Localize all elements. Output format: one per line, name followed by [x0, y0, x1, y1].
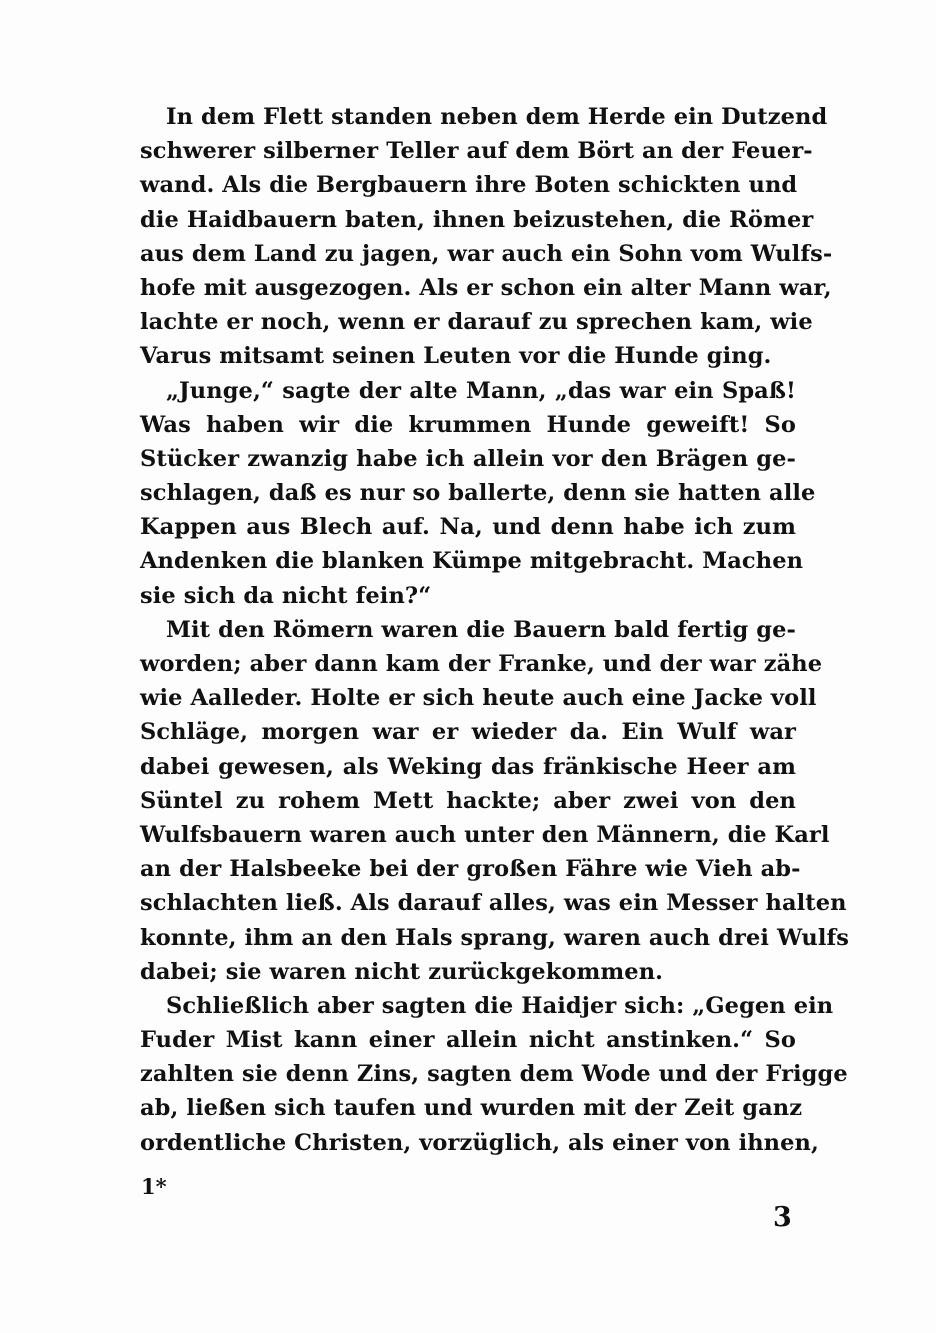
text-line: Schließlich aber sagten die Haidjer sich: „Gegen ein [166, 992, 834, 1019]
text-line: Was haben wir die krummen Hunde geweift! So [140, 411, 796, 438]
text-line: schwerer silberner Teller auf dem Bört an der Feuer- [140, 138, 813, 165]
text-line: worden; aber dann kam der Franke, und der war zähe [140, 651, 823, 677]
text-line: Varus mitsamt seinen Leuten vor die Hunde ging. [140, 343, 772, 370]
body-text [140, 100, 850, 1160]
text-line: Wulfsbauern waren auch unter den Männern, die Karl [140, 821, 830, 848]
text-line: schlagen, daß es nur so ballerte, denn sie hatten alle [140, 480, 816, 507]
text-line: Stücker zwanzig habe ich allein vor den Brägen ge- [140, 445, 796, 472]
text-line: Schläge, morgen war er wieder da. Ein Wulf war [140, 719, 796, 746]
text-line: Kappen aus Blech auf. Na, und denn habe ich zum [140, 514, 796, 541]
text-line: dabei; sie waren nicht zurückgekommen. [140, 958, 664, 985]
text-line: dabei gewesen, als Weking das fränkische Heer am [140, 753, 796, 780]
text-line: an der Halsbeeke bei der großen Fähre wie Vieh ab- [140, 856, 801, 883]
text-line: schlachten ließ. Als darauf alles, was ein Messer halten [140, 890, 847, 917]
text-line: hofe mit ausgezogen. Als er schon ein alter Mann war, [140, 274, 832, 301]
text-line: die Haidbauern baten, ihnen beizustehen, die Römer [140, 206, 814, 233]
text-line: Mit den Römern waren die Bauern bald fertig ge- [166, 616, 796, 643]
text-line: Süntel zu rohem Mett hackte; aber zwei von den [140, 787, 796, 814]
text-line: zahlten sie denn Zins, sagten dem Wode und der Frigge [140, 1061, 848, 1088]
text-line: konnte, ihm an den Hals sprang, waren auch drei Wulfs [140, 924, 850, 951]
text-line: Andenken die blanken Kümpe mitgebracht. Machen [140, 548, 804, 575]
text-line: „Junge,“ sagte der alte Mann, „das war ein Spaß! [166, 377, 796, 404]
text-line: ab, ließen sich taufen und wurden mit der Zeit ganz [140, 1095, 803, 1122]
text-line: In dem Flett standen neben dem Herde ein Dutzend [166, 104, 828, 130]
text-line: aus dem Land zu jagen, war auch ein Sohn vom Wulfs- [140, 240, 833, 267]
text-line: sie sich da nicht fein?“ [140, 582, 432, 609]
text-line: wand. Als die Bergbauern ihre Boten schickten und [140, 172, 798, 199]
text-line: ordentliche Christen, vorzüglich, als einer von ihnen, [140, 1129, 819, 1156]
text-line: wie Aalleder. Holte er sich heute auch eine Jacke voll [140, 685, 817, 712]
page-number: 3 [773, 1202, 792, 1233]
signature-mark: 1* [141, 1174, 167, 1199]
text-line: lachte er noch, wenn er darauf zu sprechen kam, wie [140, 309, 813, 336]
text-line: Fuder Mist kann einer allein nicht anstinken.“ So [140, 1027, 796, 1054]
